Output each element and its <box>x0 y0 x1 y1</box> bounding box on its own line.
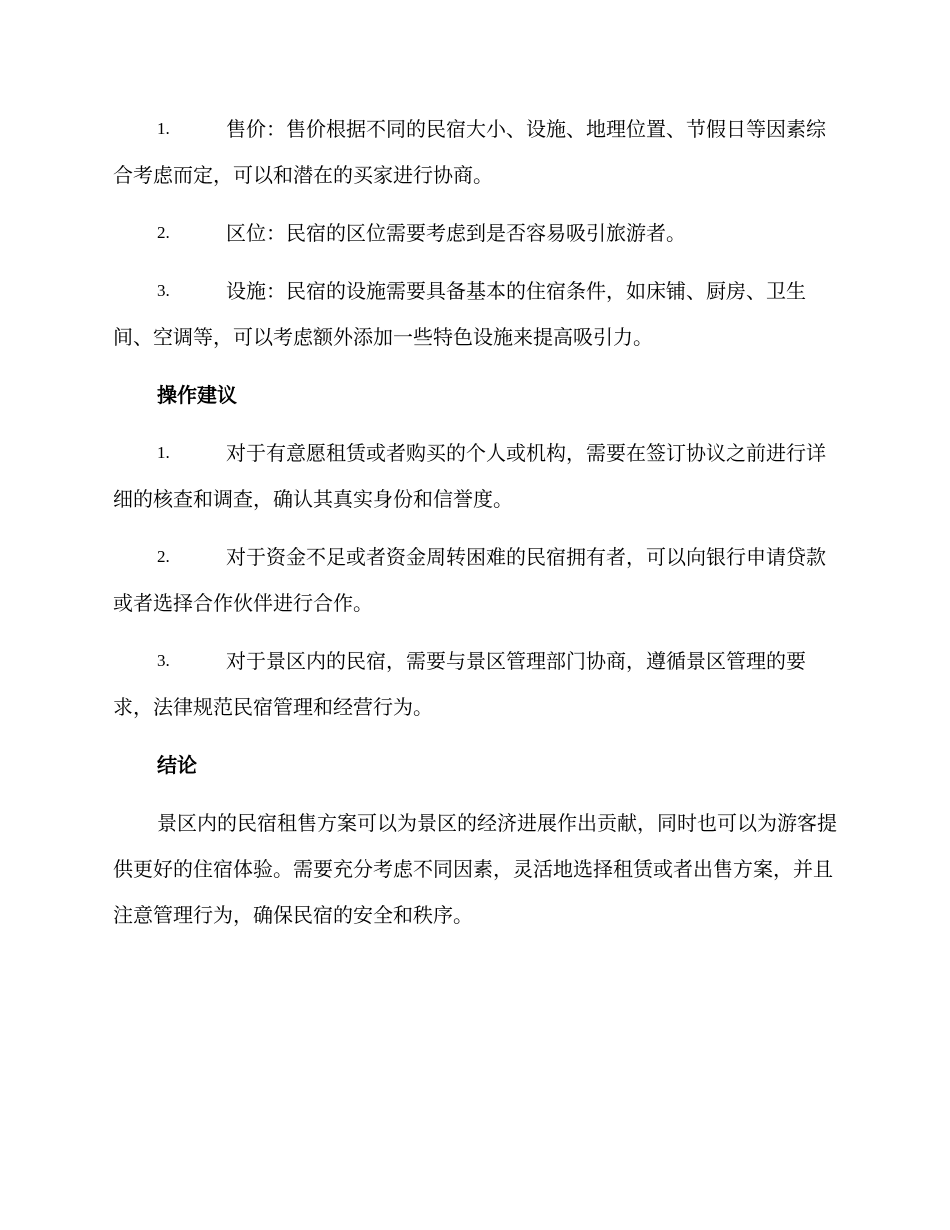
list-item-text: 对于有意愿租赁或者购买的个人或机构，需要在签订协议之前进行详细的核查和调查，确认其真实身份和信誉度。 <box>113 441 826 511</box>
list-item-text: 对于资金不足或者资金周转困难的民宿拥有者，可以向银行申请贷款或者选择合作伙伴进行合作。 <box>113 545 826 615</box>
conclusion-paragraph: 景区内的民宿租售方案可以为景区的经济进展作出贡献，同时也可以为游客提供更好的住宿体验。需要充分考虑不同因素，灵活地选择租赁或者出售方案，并且注意管理行为，确保民宿的安全和秩序。 <box>113 811 837 927</box>
list-item <box>113 638 837 730</box>
list-item-text: 区位：民宿的区位需要考虑到是否容易吸引旅游者。 <box>226 221 686 245</box>
list-number: 2. <box>157 223 170 242</box>
list-item <box>113 210 837 256</box>
list-number: 2. <box>157 547 170 566</box>
list-item <box>113 106 837 198</box>
list-item <box>113 534 837 626</box>
list-item-text: 设施：民宿的设施需要具备基本的住宿条件，如床铺、厨房、卫生间、空调等，可以考虑额外添加一些特色设施来提高吸引力。 <box>113 279 806 349</box>
list-item <box>113 268 837 360</box>
list-number: 1. <box>157 119 170 138</box>
list-number: 3. <box>157 281 170 300</box>
list-item-text: 售价：售价根据不同的民宿大小、设施、地理位置、节假日等因素综合考虑而定，可以和潜在的买家进行协商。 <box>113 117 826 187</box>
list-number: 3. <box>157 651 170 670</box>
section-heading-advice: 操作建议 <box>157 383 237 407</box>
document-page <box>113 106 837 950</box>
list-item <box>113 430 837 522</box>
list-item-text: 对于景区内的民宿，需要与景区管理部门协商，遵循景区管理的要求，法律规范民宿管理和经营行为。 <box>113 649 806 719</box>
section-heading-conclusion: 结论 <box>157 753 197 777</box>
list-number: 1. <box>157 443 170 462</box>
